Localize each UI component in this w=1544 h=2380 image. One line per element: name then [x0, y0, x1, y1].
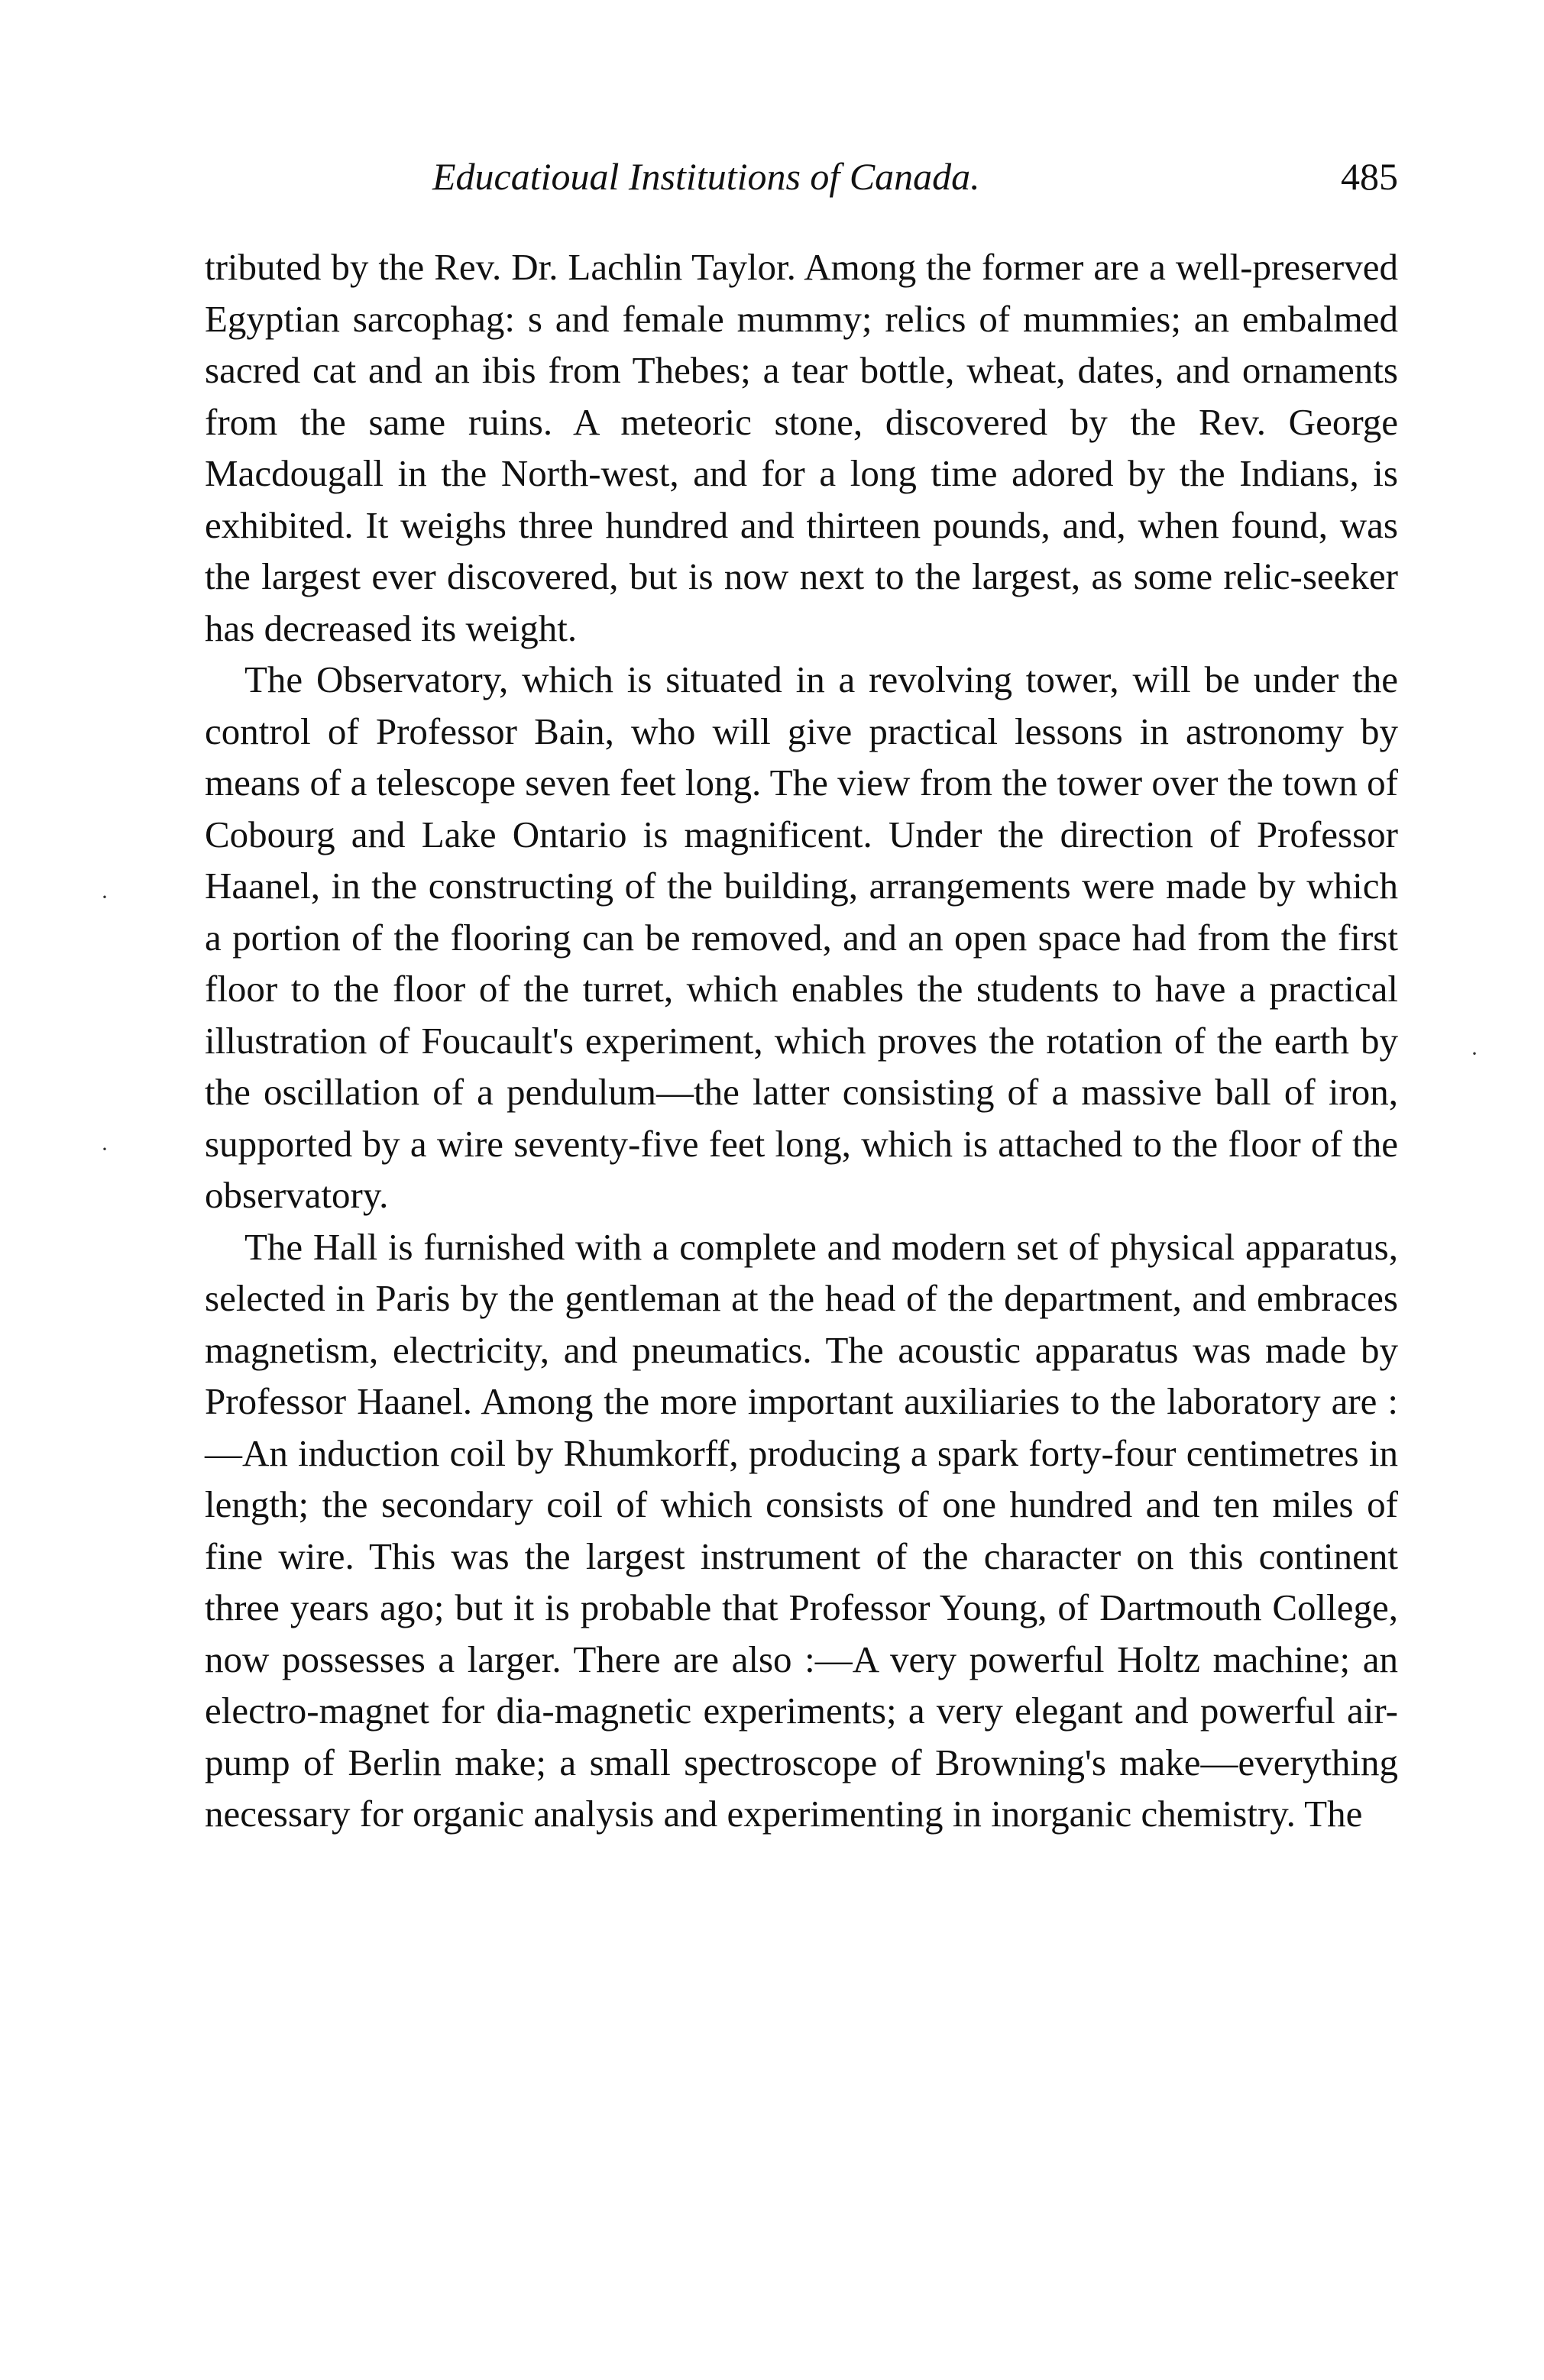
running-title: Educatioual Institutions of Canada.: [432, 155, 980, 198]
page-body: [205, 241, 1398, 1840]
margin-dot-left-2: ·: [101, 1137, 108, 1162]
paragraph-observatory: The Observatory, which is situated in a revolving tower, will be under the control of Professor Bain, who will give practical lessons in astronomy by means of a telescope seven feet long. The view from the tower over the town of Cobourg and Lake Ontario is magnificent. Under the direction of Professor Haanel, in the constructing of the building, arrangements were made by which a portion of the flooring can be removed, and an open space had from the first floor to the floor of the turret, which enables the students to have a practical illustration of Foucault's experiment, which proves the rotation of the earth by the oscillation of a pendulum—the latter consisting of a massive ball of iron, supported by a wire seventy-five feet long, which is attached to the floor of the observatory.: [205, 658, 1398, 1216]
paragraph-museum-collection: tributed by the Rev. Dr. Lachlin Taylor. Among the former are a well-preserved Egyptian sarcophag: s and female mummy; relics of mummies; an embalmed sacred cat and an ibis from Thebes; a tear bottle, wheat, dates, and ornaments from the same ruins. A meteoric stone, discovered by the Rev. George Macdougall in the North-west, and for a long time adored by the Indians, is exhibited. It weighs three hundred and thirteen pounds, and, when found, was the largest ever discovered, but is now next to the largest, as some relic-seeker has decreased its weight.: [205, 246, 1398, 649]
paragraph-physics-hall: The Hall is furnished with a complete and modern set of physical apparatus, selected in Paris by the gentleman at the head of the department, and embraces magnetism, electricity, and pneumatics. The acoustic apparatus was made by Professor Haanel. Among the more important auxiliaries to the laboratory are :—An induction coil by Rhumkorff, producing a spark forty-four centimetres in length; the secondary coil of which consists of one hundred and ten miles of fine wire. This was the largest instrument of the character on this continent three years ago; but it is probable that Professor Young, of Dartmouth College, now possesses a larger. There are also :—A very powerful Holtz machine; an electro-magnet for dia-magnetic experiments; a very elegant and powerful air-pump of Berlin make; a small spectroscope of Browning's make—everything necessary for organic analysis and experimenting in inorganic chemistry. The: [205, 1225, 1398, 1835]
page-number: 485: [1341, 155, 1398, 198]
page-header: [205, 150, 1398, 203]
margin-dot-left-1: ·: [101, 884, 108, 910]
margin-dot-right: ·: [1471, 1041, 1478, 1066]
